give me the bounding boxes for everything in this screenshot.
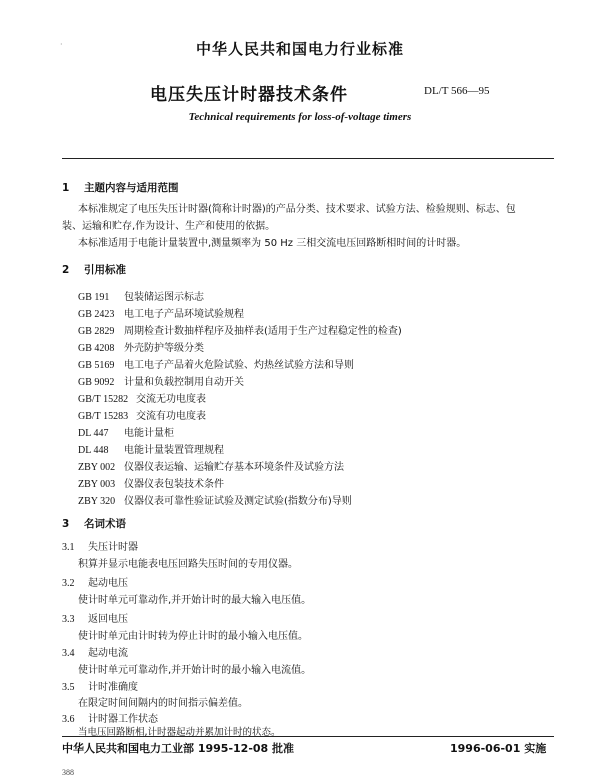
term-definition: 使计时单元由计时转为停止计时的最小输入电压值。 [78,631,308,642]
reference-item [78,356,354,371]
reference-title: 交流无功电度表 [136,394,206,405]
reference-code: GB 2829 [78,326,115,337]
reference-title: 包装储运图示标志 [124,292,204,303]
reference-code: GB 2423 [78,309,115,320]
reference-title: 仪器仪表包装技术条件 [124,479,224,490]
reference-item [78,492,352,507]
reference-item [78,458,344,473]
reference-item [78,407,206,422]
section-number: 2 [62,264,70,276]
term-number: 3.3 [62,614,75,625]
reference-title: 电能计量柜 [124,428,174,439]
reference-code: GB 9092 [78,377,115,388]
term-number: 3.6 [62,714,75,725]
reference-item [78,288,204,303]
term-heading [62,644,128,659]
standard-code: DL/T 566—95 [424,85,490,97]
term-heading [62,574,128,589]
section-1-para-2: 本标准适用于电能计量装置中,测量频率为 50 Hz 三相交流电压回路断相时间的计时器。 [78,238,467,249]
bottom-rule [62,736,554,737]
reference-code: DL 447 [78,428,109,439]
reference-title: 电工电子产品环境试验规程 [124,309,244,320]
reference-title: 仪器仪表可靠性验证试验及测定试验(指数分布)导则 [124,496,352,507]
section-3-heading [62,516,126,531]
term-definition: 使计时单元可靠动作,并开始计时的最小输入电流值。 [78,665,312,676]
approval-line: 中华人民共和国电力工业部 1995-12-08 批准 [62,742,295,755]
term-number: 3.5 [62,682,75,693]
reference-code: GB 5169 [78,360,115,371]
term-definition: 在限定时间间隔内的时间指示偏差值。 [78,698,248,709]
term-definition: 使计时单元可靠动作,并开始计时的最大输入电压值。 [78,595,312,606]
reference-title: 电能计量装置管理规程 [124,445,224,456]
term-name: 失压计时器 [88,542,138,553]
reference-item [78,475,224,490]
term-definition: 当电压回路断相,计时器起动并累加计时的状态。 [78,727,281,738]
reference-code: GB/T 15282 [78,394,129,405]
reference-code: ZBY 002 [78,462,116,473]
term-number: 3.1 [62,542,75,553]
term-heading [62,610,128,625]
page-number: 388 [62,768,74,777]
reference-title: 外壳防护等级分类 [124,343,204,354]
section-1-heading [62,180,179,195]
organization-heading: 中华人民共和国电力行业标准 [195,40,404,58]
term-number: 3.4 [62,648,75,659]
section-number: 1 [62,182,70,194]
term-name: 计时器工作状态 [88,714,158,725]
reference-title: 计量和负载控制用自动开关 [124,377,244,388]
reference-title: 周期检查计数抽样程序及抽样表(适用于生产过程稳定性的检查) [124,326,402,337]
section-title: 主题内容与适用范围 [84,182,179,194]
reference-item [78,373,244,388]
term-number: 3.2 [62,578,75,589]
reference-code: ZBY 003 [78,479,116,490]
reference-code: GB/T 15283 [78,411,129,422]
reference-item [78,305,244,320]
reference-title: 电工电子产品着火危险试验、灼热丝试验方法和导则 [124,360,354,371]
term-heading [62,678,138,693]
reference-item [78,339,204,354]
scan-mark: · [60,40,63,49]
section-title: 引用标准 [84,264,126,276]
term-heading [62,538,138,553]
reference-title: 仪器仪表运输、运输贮存基本环境条件及试验方法 [124,462,344,473]
section-2-heading [62,262,126,277]
term-name: 起动电压 [88,578,128,589]
top-rule [62,158,554,159]
document-title: 电压失压计时器技术条件 [150,85,348,105]
reference-title: 交流有功电度表 [136,411,206,422]
effective-date: 1996-06-01 实施 [450,742,547,755]
reference-code: GB 4208 [78,343,115,354]
section-1-para-1-line-1: 本标准规定了电压失压计时器(简称计时器)的产品分类、技术要求、试验方法、检验规则、标志、包 [78,204,516,215]
term-name: 起动电流 [88,648,128,659]
reference-item [78,441,224,456]
section-number: 3 [62,518,70,530]
term-definition: 积算并显示电能表电压回路失压时间的专用仪器。 [78,559,298,570]
english-title: Technical requirements for loss-of-voltage timers [188,111,412,123]
reference-code: ZBY 320 [78,496,116,507]
term-name: 返回电压 [88,614,128,625]
reference-item [78,322,402,337]
term-heading [62,710,158,725]
term-name: 计时准确度 [88,682,138,693]
section-title: 名词术语 [84,518,126,530]
reference-item [78,390,206,405]
reference-item [78,424,174,439]
section-1-para-1-line-2: 装、运输和贮存,作为设计、生产和使用的依据。 [62,221,276,232]
reference-code: GB 191 [78,292,110,303]
reference-code: DL 448 [78,445,109,456]
